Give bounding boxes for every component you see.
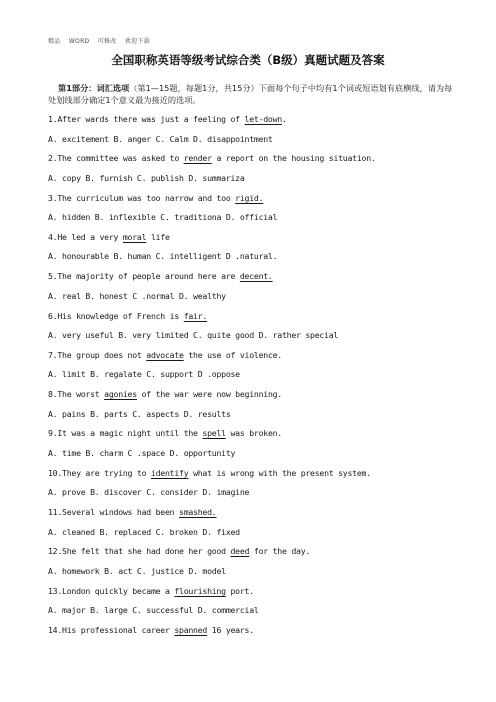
question-sentence <box>48 311 207 321</box>
underlined-word: smashed. <box>179 507 217 517</box>
answer-options: A. limit B. regalate C. support D .oppose <box>48 369 240 380</box>
question-text-end: a report on the housing situation. <box>211 153 376 164</box>
underlined-word: rigid. <box>235 192 264 203</box>
answer-options: A. prove B. discover C. consider D. imagine <box>48 487 250 498</box>
underlined-word: render <box>183 153 212 164</box>
question-sentence <box>48 114 287 124</box>
answer-options: A. very useful B. very limited C. quite good D. rather special <box>48 330 339 340</box>
section-heading: 第1部分：词汇选项 <box>58 83 130 93</box>
underlined-word: deed <box>230 546 250 557</box>
answer-options: A. cleaned B. replaced C. broken D. fixed <box>48 526 240 537</box>
question-text-end: life <box>146 231 170 242</box>
question-text: 11.Several windows had been <box>48 507 180 517</box>
question-text-end: what is wrong with the present system. <box>188 467 371 478</box>
question-text: 14.His professional career <box>48 624 175 635</box>
question-sentence <box>48 468 371 478</box>
question-sentence <box>48 232 170 242</box>
question-sentence <box>48 428 282 438</box>
question-text-end: was broken. <box>225 428 282 439</box>
header-item: 精品 <box>48 38 61 45</box>
answer-options: A. homework B. act C. justice D. model <box>48 565 226 576</box>
question-text: 5.The majority of people around here are <box>48 271 240 282</box>
question-text: 3.The curriculum was too narrow and too <box>48 192 236 203</box>
underlined-word: decent. <box>239 271 273 282</box>
question-text: 13.London quickly became a <box>48 585 175 596</box>
answer-options: A. major B. large C. successful D. commercial <box>48 605 259 616</box>
header-item: 可修改 <box>97 38 117 45</box>
underlined-word: flourishing <box>174 585 226 596</box>
question-text: 9.It was a magic night until the <box>48 428 203 439</box>
answer-options: A. hidden B. inflexible C. traditiona D. official <box>48 212 278 223</box>
underlined-word: fair. <box>183 310 208 321</box>
question-text-end: 16 years. <box>207 624 254 635</box>
answer-options: A. excitement B. anger C. Calm D. disappointment <box>48 133 273 144</box>
header-item: 欢迎下载 <box>124 38 151 45</box>
question-text: 6.His knowledge of French is <box>48 310 184 321</box>
question-sentence <box>48 153 376 163</box>
underlined-word: agonies <box>104 389 137 400</box>
question-sentence <box>48 193 263 203</box>
question-text: 8.The worst <box>48 389 105 400</box>
question-sentence <box>48 625 254 635</box>
question-text: 7.The group does not <box>48 349 147 360</box>
header-item: WORD <box>68 38 90 45</box>
answer-options: A. pains B. parts C. aspects D. results <box>48 408 231 419</box>
question-text: 1.After wards there was just a feeling of <box>48 114 245 124</box>
question-sentence <box>48 389 282 399</box>
section-instructions: （第1—15题，每题1分，共15分）下面每个句子中均有1个词或短语划有底横线，请为每处划线部分确定1个意义最为接近的选项。 <box>48 83 453 105</box>
question-sentence <box>48 586 254 596</box>
question-text-end: of the war were now beginning. <box>136 389 282 400</box>
question-sentence <box>48 271 273 281</box>
underlined-word: identify <box>150 467 189 478</box>
question-text-end: port. <box>225 585 254 596</box>
document-title: 全国职称英语等级考试综合类（B级）真题试题及答案 <box>111 53 385 67</box>
page-header <box>48 36 156 45</box>
question-text-end: for the day. <box>249 546 311 557</box>
underlined-word: let-down <box>244 114 282 124</box>
question-sentence <box>48 507 216 517</box>
underlined-word: advocate <box>146 349 184 360</box>
underlined-word: moral <box>122 231 147 242</box>
answer-options: A. honourable B. human C. intelligent D .natural. <box>48 251 278 262</box>
underlined-word: spanned <box>174 624 208 635</box>
question-sentence <box>48 350 282 360</box>
underlined-word: spell <box>202 428 226 439</box>
answer-options: A. real B. honest C .normal D. wealthy <box>48 290 226 301</box>
question-text: 12.She felt that she had done her good <box>48 546 231 557</box>
question-text-end: the use of violence. <box>183 349 282 360</box>
question-text: 4.He led a very <box>48 231 123 242</box>
answer-options: A. copy B. furnish C. publish D. summariza <box>48 172 245 183</box>
question-text-end: . <box>281 114 287 124</box>
question-text: 2.The committee was asked to <box>48 153 184 164</box>
question-text: 10.They are trying to <box>48 467 151 478</box>
answer-options: A. time B. charm C .space D. opportunity <box>48 447 236 458</box>
section-intro <box>48 82 458 106</box>
question-sentence <box>48 546 310 556</box>
